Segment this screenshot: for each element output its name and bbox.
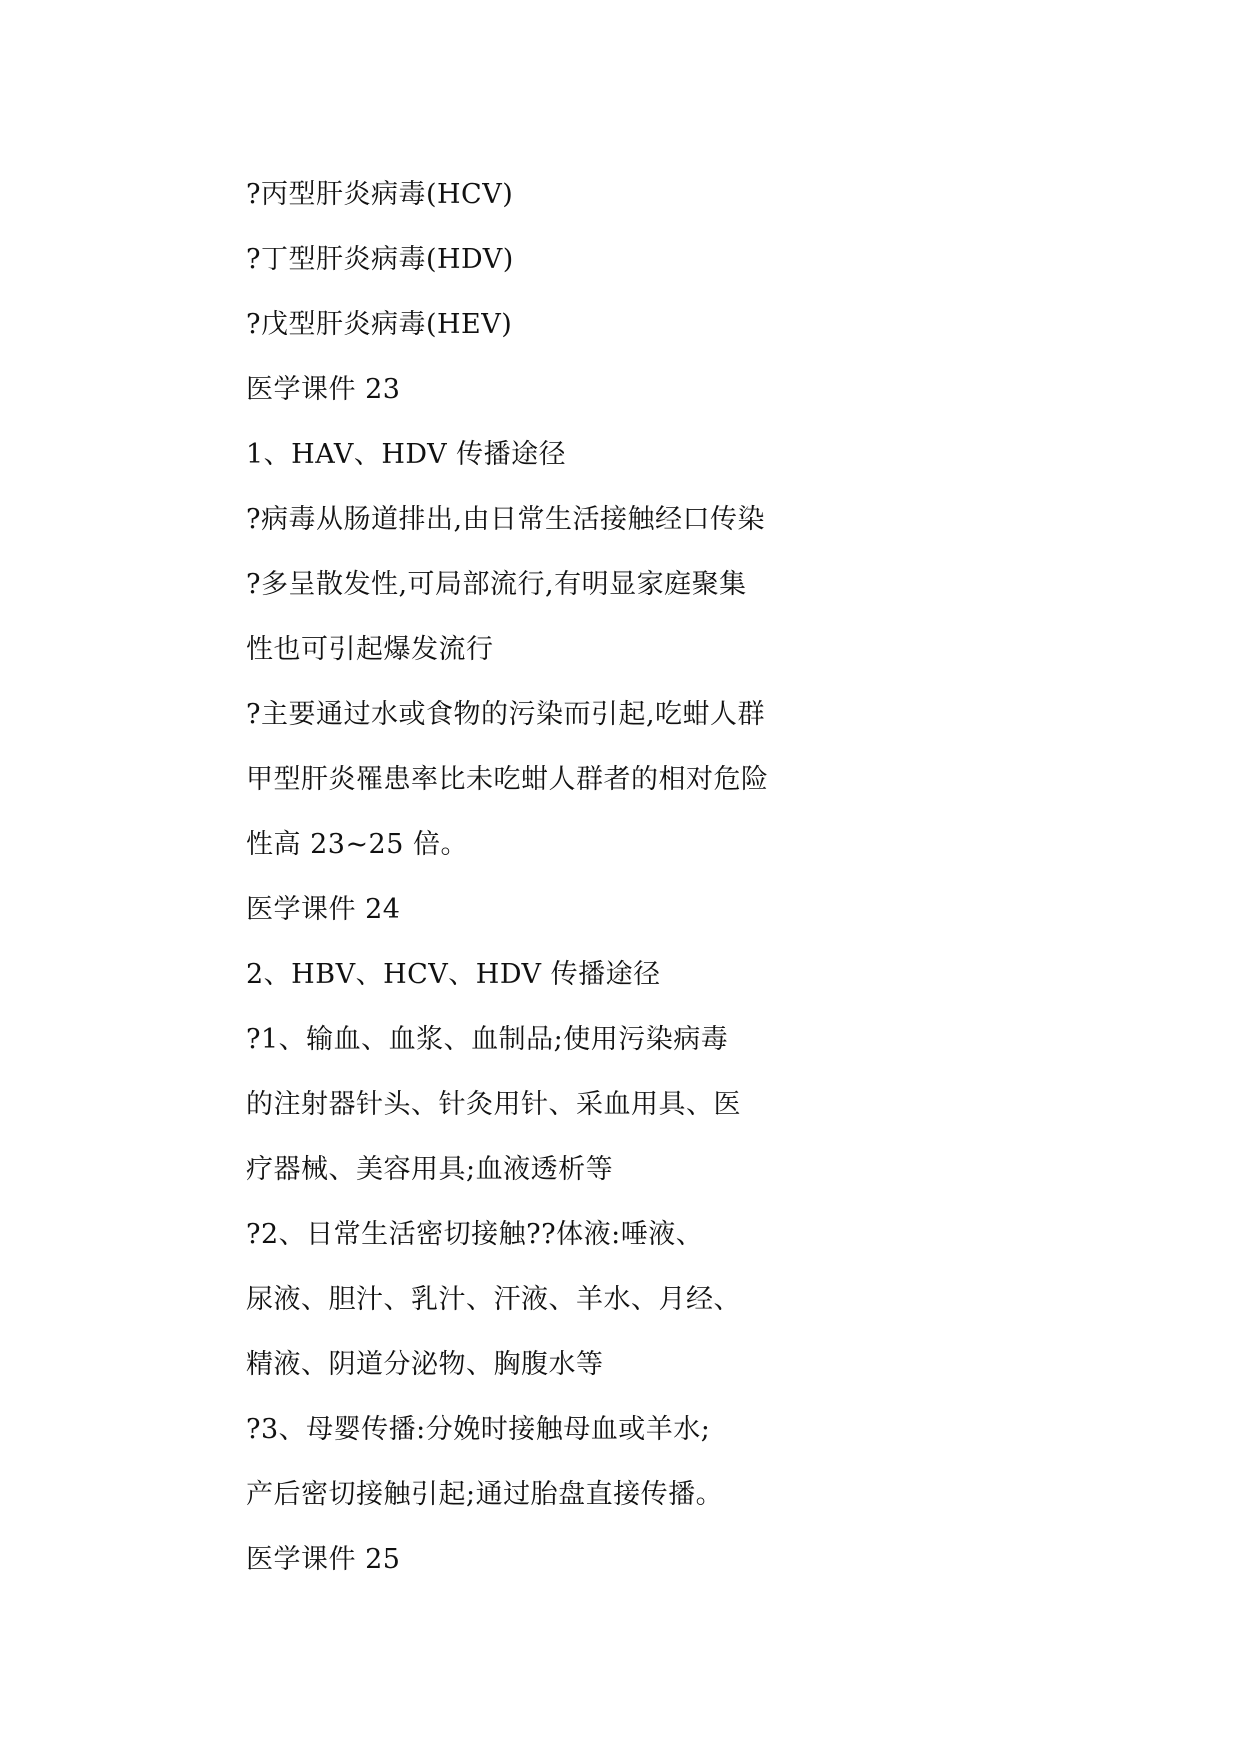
text-line: ?丙型肝炎病毒(HCV) <box>246 179 514 210</box>
text-line: 精液、阴道分泌物、胸腹水等 <box>246 1349 604 1380</box>
text-line: ?主要通过水或食物的污染而引起,吃蚶人群 <box>246 699 766 730</box>
text-line: ?病毒从肠道排出,由日常生活接触经口传染 <box>246 504 766 535</box>
slide-label: 医学课件 23 <box>246 374 401 405</box>
text-line: ?1、输血、血浆、血制品;使用污染病毒 <box>246 1024 729 1055</box>
text-line: 性高 23~25 倍。 <box>246 829 469 860</box>
text-line: 的注射器针头、针灸用针、采血用具、医 <box>246 1089 741 1120</box>
text-line: 性也可引起爆发流行 <box>246 634 494 665</box>
text-line: ?丁型肝炎病毒(HDV) <box>246 244 514 275</box>
document-body <box>246 162 1006 1592</box>
text-line: ?多呈散发性,可局部流行,有明显家庭聚集 <box>246 569 747 600</box>
text-line: 尿液、胆汁、乳汁、汗液、羊水、月经、 <box>246 1284 741 1315</box>
text-line: 疗器械、美容用具;血液透析等 <box>246 1154 614 1185</box>
slide-label: 医学课件 24 <box>246 894 401 925</box>
section-heading: 2、HBV、HCV、HDV 传播途径 <box>246 959 661 990</box>
section-heading: 1、HAV、HDV 传播途径 <box>246 439 567 470</box>
slide-label: 医学课件 25 <box>246 1544 401 1575</box>
text-line: 甲型肝炎罹患率比未吃蚶人群者的相对危险 <box>246 764 769 795</box>
text-line: ?2、日常生活密切接触??体液:唾液、 <box>246 1219 704 1250</box>
text-line: 产后密切接触引起;通过胎盘直接传播。 <box>246 1479 724 1510</box>
text-line: ?戊型肝炎病毒(HEV) <box>246 309 513 340</box>
text-line: ?3、母婴传播:分娩时接触母血或羊水; <box>246 1414 711 1445</box>
